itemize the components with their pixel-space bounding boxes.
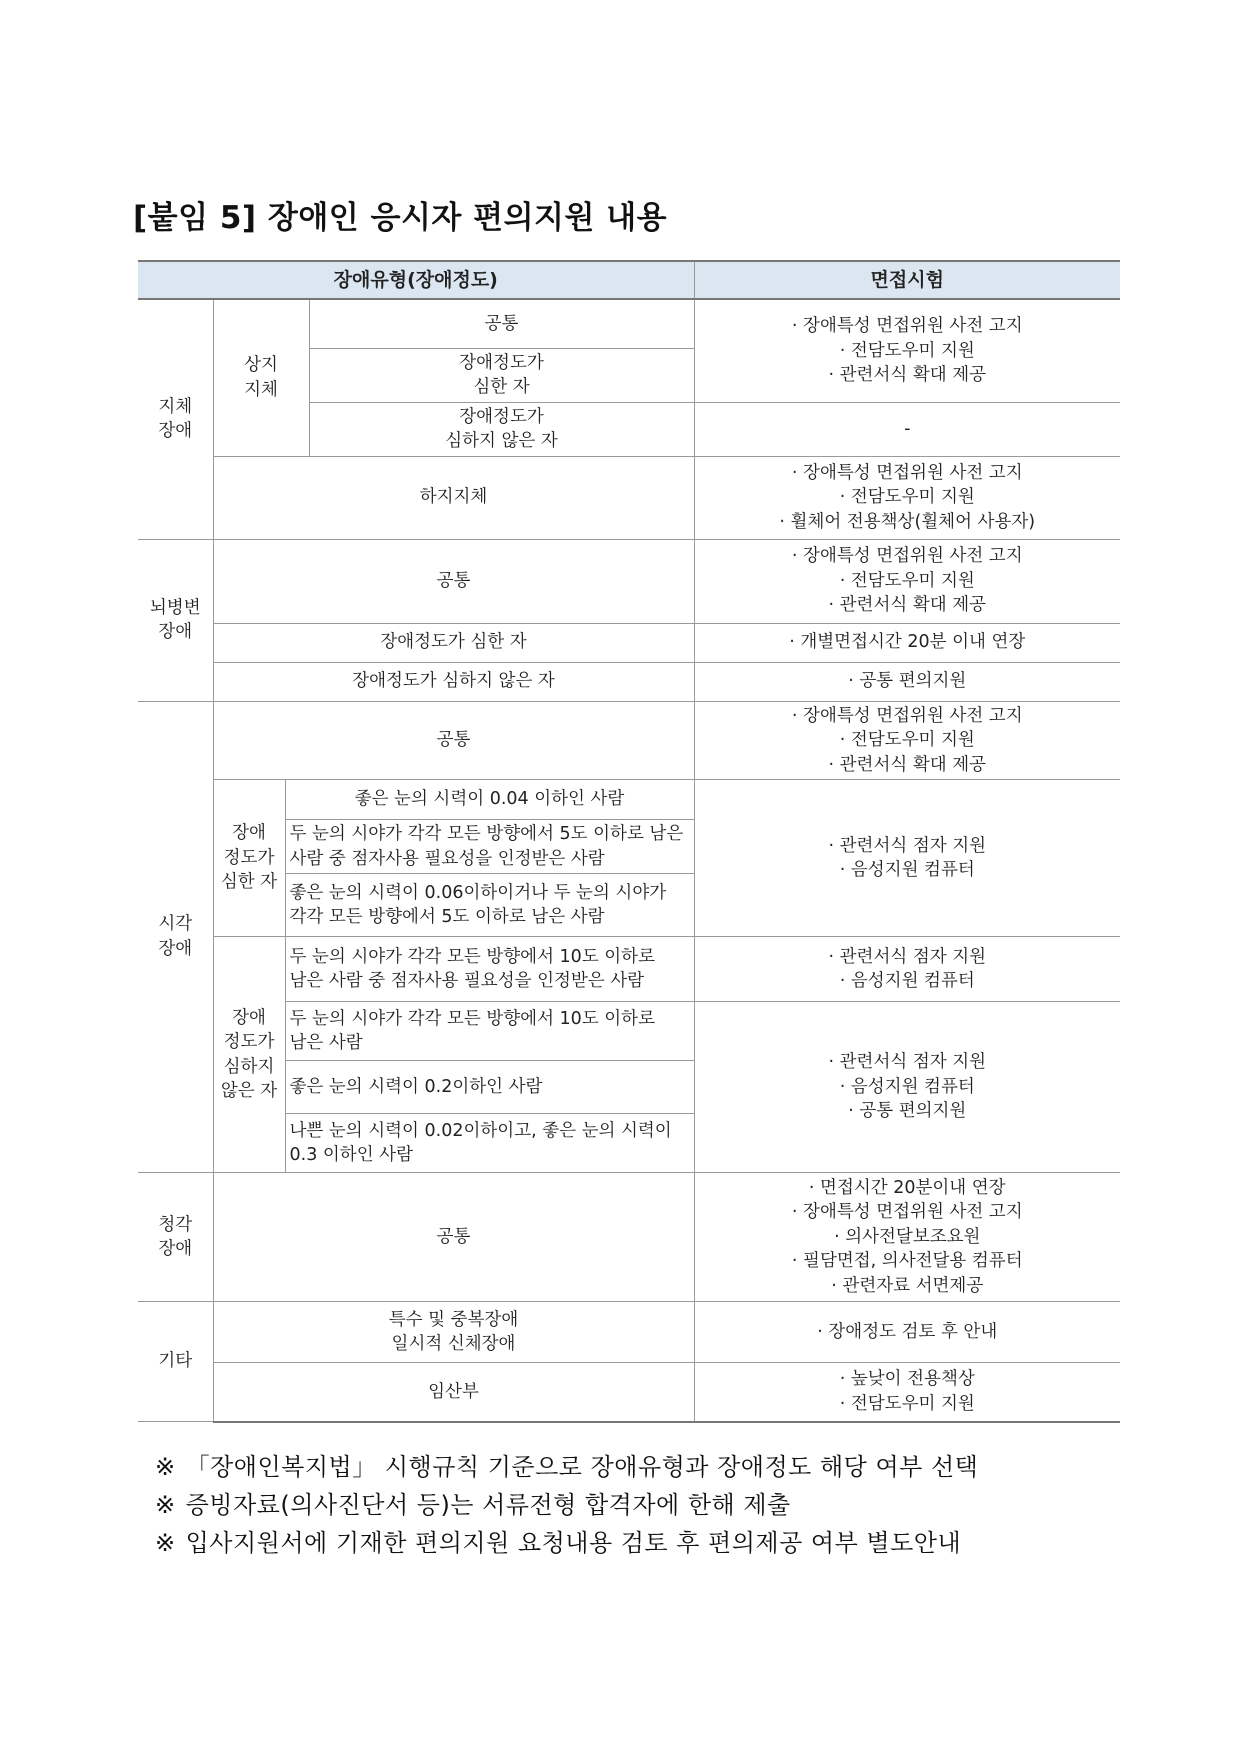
table-row — [138, 1363, 1120, 1422]
note-mark: ※ — [155, 1491, 176, 1519]
brain-mild-support: · 공통 편의지원 — [694, 662, 1120, 701]
visual-mild-1: 두 눈의 시야가 각각 모든 방향에서 10도 이하로 남은 사람 중 점자사용 필요성을 인정받은 사람 — [285, 937, 694, 1002]
category-other: 기타 — [138, 1302, 213, 1422]
limb-lower: 하지지체 — [213, 456, 694, 539]
brain-mild: 장애정도가 심하지 않은 자 — [213, 662, 694, 701]
table-row — [138, 299, 1120, 348]
visual-severe-label: 장애 정도가 심한 자 — [213, 780, 285, 937]
visual-severe-1: 좋은 눈의 시력이 0.04 이하인 사람 — [285, 780, 694, 820]
limb-common: 공통 — [309, 299, 694, 348]
category-limb: 지체 장애 — [138, 299, 213, 539]
subcategory-upper-limb: 상지 지체 — [213, 299, 309, 456]
category-visual: 시각 장애 — [138, 701, 213, 1173]
table-row — [138, 1173, 1120, 1302]
visual-common: 공통 — [213, 701, 694, 780]
table-row — [138, 780, 1120, 820]
visual-mild-3: 좋은 눈의 시력이 0.2이하인 사람 — [285, 1061, 694, 1114]
table-header-row — [138, 261, 1120, 299]
notes — [155, 1448, 978, 1562]
limb-severe: 장애정도가 심한 자 — [309, 348, 694, 402]
visual-severe-support: · 관련서식 점자 지원 · 음성지원 컴퓨터 — [694, 780, 1120, 937]
visual-severe-2: 두 눈의 시야가 각각 모든 방향에서 5도 이하로 남은 사람 중 점자사용 필요성을 인정받은 사람 — [285, 820, 694, 874]
note-1 — [155, 1448, 978, 1486]
visual-mild-rest-support: · 관련서식 점자 지원 · 음성지원 컴퓨터 · 공통 편의지원 — [694, 1002, 1120, 1173]
category-hearing: 청각 장애 — [138, 1173, 213, 1302]
visual-common-support: · 장애특성 면접위원 사전 고지 · 전담도우미 지원 · 관련서식 확대 제공 — [694, 701, 1120, 780]
table-row — [138, 662, 1120, 701]
note-text: 「장애인복지법」 시행규칙 기준으로 장애유형과 장애정도 해당 여부 선택 — [185, 1453, 979, 1481]
header-type: 장애유형(장애정도) — [138, 261, 694, 299]
brain-common-support: · 장애특성 면접위원 사전 고지 · 전담도우미 지원 · 관련서식 확대 제공 — [694, 539, 1120, 623]
visual-mild-4: 나쁜 눈의 시력이 0.02이하이고, 좋은 눈의 시력이 0.3 이하인 사람 — [285, 1114, 694, 1173]
limb-lower-support: · 장애특성 면접위원 사전 고지 · 전담도우미 지원 · 휠체어 전용책상(휠체어 사용자) — [694, 456, 1120, 539]
other-special: 특수 및 중복장애 일시적 신체장애 — [213, 1302, 694, 1363]
table-row — [138, 1302, 1120, 1363]
limb-upper-support: · 장애특성 면접위원 사전 고지 · 전담도우미 지원 · 관련서식 확대 제공 — [694, 299, 1120, 402]
visual-mild-2: 두 눈의 시야가 각각 모든 방향에서 10도 이하로 남은 사람 — [285, 1002, 694, 1061]
note-3 — [155, 1524, 978, 1562]
table-row — [138, 701, 1120, 780]
note-text: 입사지원서에 기재한 편의지원 요청내용 검토 후 편의제공 여부 별도안내 — [185, 1529, 962, 1557]
other-pregnant: 임산부 — [213, 1363, 694, 1422]
brain-common: 공통 — [213, 539, 694, 623]
table-row — [138, 937, 1120, 1002]
note-text: 증빙자료(의사진단서 등)는 서류전형 합격자에 한해 제출 — [185, 1491, 791, 1519]
visual-severe-3: 좋은 눈의 시력이 0.06이하이거나 두 눈의 시야가 각각 모든 방향에서 5도 이하로 남은 사람 — [285, 874, 694, 937]
hearing-common: 공통 — [213, 1173, 694, 1302]
hearing-common-support: · 면접시간 20분이내 연장 · 장애특성 면접위원 사전 고지 · 의사전달보조요원 · 필담면접, 의사전달용 컴퓨터 · 관련자료 서면제공 — [694, 1173, 1120, 1302]
table-row — [138, 456, 1120, 539]
accommodation-table — [138, 260, 1120, 1423]
note-2 — [155, 1486, 978, 1524]
category-brain: 뇌병변 장애 — [138, 539, 213, 701]
brain-severe: 장애정도가 심한 자 — [213, 623, 694, 662]
other-special-support: · 장애정도 검토 후 안내 — [694, 1302, 1120, 1363]
visual-mild-1-support: · 관련서식 점자 지원 · 음성지원 컴퓨터 — [694, 937, 1120, 1002]
visual-mild-label: 장애 정도가 심하지 않은 자 — [213, 937, 285, 1173]
table-row — [138, 623, 1120, 662]
note-mark: ※ — [155, 1529, 176, 1557]
brain-severe-support: · 개별면접시간 20분 이내 연장 — [694, 623, 1120, 662]
limb-mild: 장애정도가 심하지 않은 자 — [309, 402, 694, 456]
table-row — [138, 1002, 1120, 1061]
page-title: [붙임 5] 장애인 응시자 편의지원 내용 — [133, 200, 668, 236]
limb-mild-support: - — [694, 402, 1120, 456]
table-row — [138, 539, 1120, 623]
other-pregnant-support: · 높낮이 전용책상 · 전담도우미 지원 — [694, 1363, 1120, 1422]
header-interview: 면접시험 — [694, 261, 1120, 299]
note-mark: ※ — [155, 1453, 176, 1481]
